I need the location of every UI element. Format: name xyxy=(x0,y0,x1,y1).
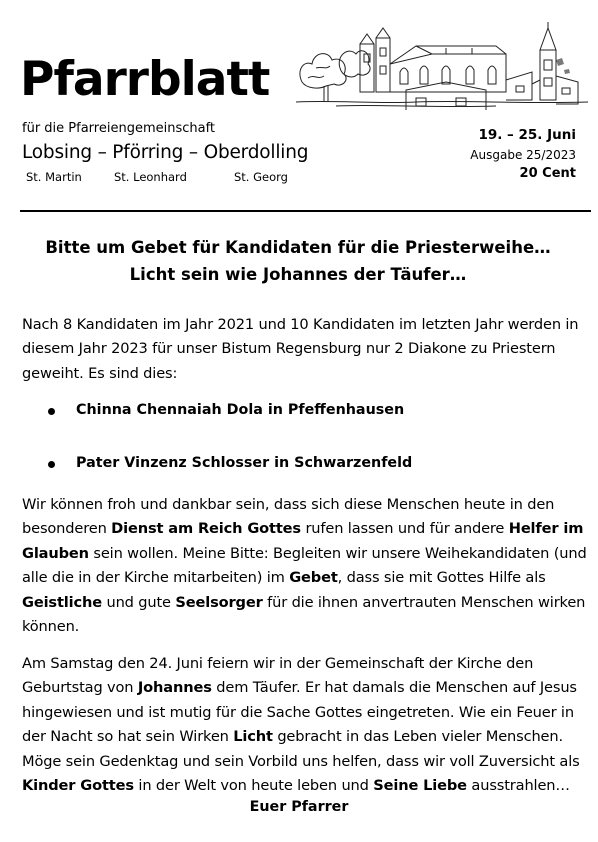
emphasis: Seelsorger xyxy=(175,593,263,611)
emphasis: Gebet xyxy=(289,569,338,587)
bullet-icon xyxy=(48,408,55,415)
text-run: in der Welt von heute leben und xyxy=(133,777,374,795)
text-run: sein wollen. Meine Bitte: Begleiten wir unsere Weihekandidaten (und alle die in der Kirche mitarbeiten) im xyxy=(22,544,587,587)
emphasis: Seine Liebe xyxy=(373,777,467,795)
intro-paragraph: Nach 8 Kandidaten im Jahr 2021 und 10 Kandidaten im letzten Jahr werden in diesem Jahr 2023 für unser Bistum Regensburg nur 2 Diakone zu Priestern geweiht. Es sind dies: xyxy=(22,316,579,382)
candidate-name: Chinna Chennaiah Dola in Pfeffenhausen xyxy=(76,402,405,418)
headline xyxy=(20,234,576,288)
headline-line-2: Licht sein wie Johannes der Täufer… xyxy=(129,265,467,284)
text-run: rufen lassen und für andere xyxy=(300,520,509,538)
body-paragraph-2 xyxy=(22,493,590,639)
headline-line-1: Bitte um Gebet für Kandidaten für die Priesterweihe… xyxy=(45,238,551,257)
newsletter-title: Pfarrblatt xyxy=(20,52,270,107)
emphasis: Helfer im Glauben xyxy=(22,520,584,562)
text-run: für die ihnen anvertrauten Menschen wirken können. xyxy=(22,593,586,636)
emphasis: Licht xyxy=(233,728,273,746)
bullet-icon xyxy=(48,461,55,468)
text-run: gebracht in das Leben vieler Menschen. Möge sein Gedenktag und sein Vorbild uns helfen, dass wir voll Zuversicht als xyxy=(22,728,580,770)
parish-names: Lobsing – Pförring – Oberdolling xyxy=(22,142,309,163)
text-run: dem Täufer. Er hat damals die Menschen auf Jesus hingewiesen und ist mutig für die Sache Gottes eingetreten. Wie ein Feuer in der Nacht so hat sein Wirken xyxy=(22,679,577,746)
emphasis: Kinder Gottes xyxy=(22,777,134,795)
emphasis: Johannes xyxy=(137,679,212,697)
patron-saints xyxy=(26,170,326,186)
text-run: ausstrahlen… xyxy=(466,777,570,795)
body-paragraph-3 xyxy=(22,652,590,798)
price: 20 Cent xyxy=(519,166,576,181)
church-illustration xyxy=(296,20,588,110)
text-run: , dass sie mit Gottes Hilfe als xyxy=(337,569,546,587)
emphasis: Geistliche xyxy=(22,593,102,611)
newsletter-subtitle: für die Pfarreiengemeinschaft xyxy=(22,121,216,136)
issue-number: Ausgabe 25/2023 xyxy=(470,148,576,162)
date-range: 19. – 25. Juni xyxy=(478,127,576,143)
text-run: und gute xyxy=(101,593,176,611)
text-run: Wir können froh und dankbar sein, dass sich diese Menschen heute in den besonderen xyxy=(22,496,555,538)
saint-martin: St. Martin xyxy=(26,170,82,184)
text-run: Am Samstag den 24. Juni feiern wir in der Gemeinschaft der Kirche den Geburtstag von xyxy=(22,655,534,697)
header-divider xyxy=(20,210,591,212)
candidate-name: Pater Vinzenz Schlosser in Schwarzenfeld xyxy=(76,455,413,471)
signature: Euer Pfarrer xyxy=(249,799,349,815)
saint-leonhard: St. Leonhard xyxy=(114,170,187,184)
saint-georg: St. Georg xyxy=(234,170,288,184)
emphasis: Dienst am Reich Gottes xyxy=(111,520,301,538)
